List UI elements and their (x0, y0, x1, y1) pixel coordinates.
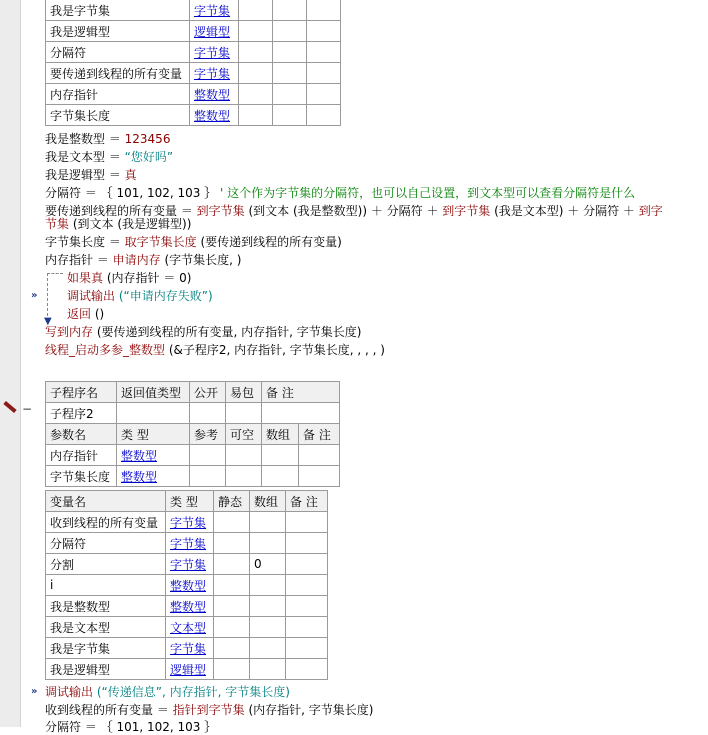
table-header: 参数名 类 型 参考 可空 数组 备 注 (46, 424, 340, 445)
table-row[interactable]: i 整数型 (46, 575, 328, 596)
code-line[interactable]: 调试输出 (“申请内存失败”) (67, 289, 213, 303)
breakpoint-arrow-icon[interactable]: » (31, 686, 38, 697)
code-line[interactable]: 我是整数型 ＝ 123456 (45, 132, 171, 146)
table-row[interactable]: 我是字节集 字节集 (46, 638, 328, 659)
comment: ' 这个作为字节集的分隔符，也可以自己设置，到文本型可以查看分隔符是什么 (216, 186, 636, 200)
table-row[interactable]: 要传递到线程的所有变量 字节集 (46, 63, 341, 84)
table-row[interactable]: 我是整数型 整数型 (46, 596, 328, 617)
code-line[interactable]: 如果真 (内存指针 ＝ 0) (67, 271, 192, 285)
code-line[interactable]: 我是逻辑型 ＝ 真 (45, 168, 137, 182)
table-row[interactable]: 字节集长度 整数型 (46, 466, 340, 487)
code-line[interactable]: 我是文本型 ＝ “您好吗” (45, 150, 174, 164)
code-line[interactable]: 调试输出 (“传递信息”, 内存指针, 字节集长度) (45, 685, 290, 699)
code-line[interactable]: 写到内存 (要传递到线程的所有变量, 内存指针, 字节集长度) (45, 325, 362, 339)
table-row[interactable]: 我是逻辑型 逻辑型 (46, 659, 328, 680)
table-row[interactable]: 内存指针 整数型 (46, 84, 341, 105)
code-line[interactable]: 要传递到线程的所有变量 ＝ 到字节集 (到文本 (我是整数型)) ＋ 分隔符 ＋ 到字节集 (我是文本型) ＋ 分隔符 ＋ 到字 (45, 204, 663, 218)
flow-line (47, 273, 63, 274)
left-gutter (0, 0, 21, 727)
code-line-wrap[interactable]: 节集 (到文本 (我是逻辑型)) (45, 217, 192, 231)
variables-table (45, 490, 328, 680)
code-line[interactable]: 收到线程的所有变量 ＝ 指针到字节集 (内存指针, 字节集长度) (45, 703, 374, 717)
table-row[interactable]: 分隔符 字节集 (46, 42, 341, 63)
table-row[interactable]: 我是文本型 文本型 (46, 617, 328, 638)
table-header: 变量名 类 型 静态 数组 备 注 (46, 491, 328, 512)
table-row[interactable]: 内存指针 整数型 (46, 445, 340, 466)
collapse-icon[interactable]: − (22, 402, 33, 416)
flow-line (47, 273, 48, 321)
table-row[interactable]: 我是逻辑型 逻辑型 (46, 21, 341, 42)
code-line[interactable]: 分隔符 ＝ ｛ 101, 102, 103 ｝ (45, 720, 217, 734)
code-line[interactable]: 字节集长度 ＝ 取字节集长度 (要传递到线程的所有变量) (45, 235, 342, 249)
flow-arrow-icon: ▼ (44, 316, 52, 327)
code-line[interactable]: 线程_启动多参_整数型 (&子程序2, 内存指针, 字节集长度, , , , ) (45, 343, 385, 357)
local-vars-table (45, 0, 341, 126)
table-row[interactable]: 我是字节集 字节集 (46, 0, 341, 21)
breakpoint-arrow-icon[interactable]: » (31, 290, 38, 301)
code-line[interactable]: 返回 () (67, 307, 105, 321)
table-row[interactable]: 字节集长度 整数型 (46, 105, 341, 126)
table-row[interactable]: 子程序2 (46, 403, 340, 424)
table-row[interactable]: 收到线程的所有变量 字节集 (46, 512, 328, 533)
table-row[interactable]: 分隔符 字节集 (46, 533, 328, 554)
table-row[interactable]: 分割 字节集 0 (46, 554, 328, 575)
table-header: 子程序名 返回值类型 公开 易包 备 注 (46, 382, 340, 403)
subroutine-table (45, 381, 340, 487)
code-line[interactable]: 内存指针 ＝ 申请内存 (字节集长度, ) (45, 253, 242, 267)
code-line[interactable]: 分隔符 ＝ ｛ 101, 102, 103 ｝ ' 这个作为字节集的分隔符，也可以自己设置，到文本型可以查看分隔符是什么 (45, 186, 636, 200)
